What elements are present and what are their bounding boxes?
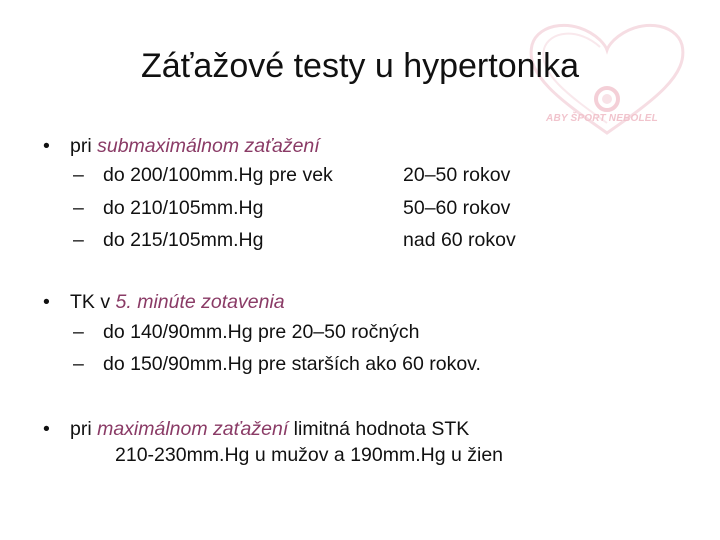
sub-item-text: do 140/90mm.Hg pre 20–50 ročných (103, 321, 420, 343)
age-range: nad 60 rokov (403, 229, 516, 251)
slide-title: Záťažové testy u hypertonika (141, 47, 579, 85)
dash-marker: – (73, 197, 84, 219)
dash-marker: – (73, 353, 84, 375)
bullet-prefix: TK v (70, 291, 116, 313)
bullet-prefix: pri (70, 418, 98, 440)
sub-item-text: do 200/100mm.Hg pre vek (103, 164, 333, 186)
bullet-suffix: limitná hodnota STK (288, 418, 470, 440)
bullet-prefix: pri (70, 135, 98, 157)
bullet-marker: • (43, 135, 50, 157)
bullet-marker: • (43, 418, 50, 440)
sub-item-text: do 210/105mm.Hg (103, 197, 264, 219)
age-range: 20–50 rokov (403, 164, 511, 186)
dash-marker: – (73, 321, 84, 343)
sub-item-text: do 150/90mm.Hg pre starších ako 60 rokov. (103, 353, 481, 375)
sub-item-text: do 215/105mm.Hg (103, 229, 264, 251)
bullet-emphasis: maximálnom zaťažení (97, 418, 289, 440)
dash-marker: – (73, 164, 84, 186)
dash-marker: – (73, 229, 84, 251)
bullet-text (70, 417, 469, 441)
age-range: 50–60 rokov (403, 197, 511, 219)
bullet-emphasis: submaximálnom zaťažení (97, 135, 320, 157)
watermark-text: ABY ŠPORT NEBOLEL (546, 113, 658, 124)
bullet-continuation: 210-230mm.Hg u mužov a 190mm.Hg u žien (115, 444, 504, 466)
bullet-text (70, 134, 320, 158)
bullet-text (70, 290, 285, 314)
bullet-marker: • (43, 291, 50, 313)
bullet-emphasis: 5. minúte zotavenia (115, 291, 285, 313)
